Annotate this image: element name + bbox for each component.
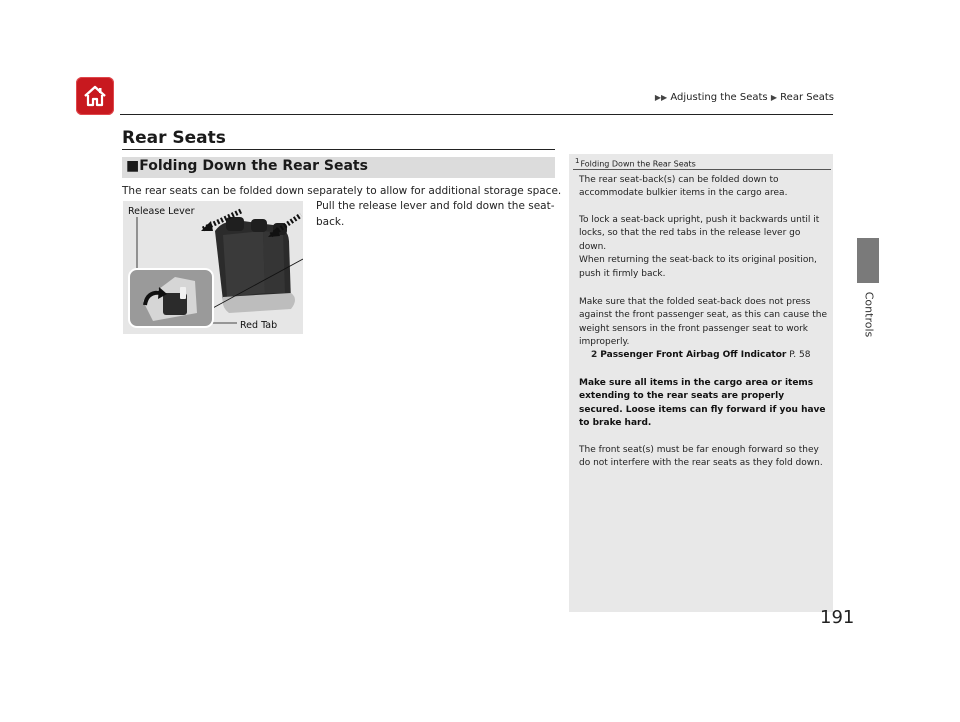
note-paragraph: To lock a seat-back upright, push it backwards until it locks, so that the red tabs in the release lever go down. When returning the seat-back to its original position, push it firmly back. (579, 215, 820, 279)
release-lever-label: Release Lever (128, 206, 195, 217)
breadcrumb-arrow-icon: ▶ (770, 93, 777, 102)
page-title: Rear Seats (122, 128, 226, 148)
rear-seat-illustration (123, 201, 303, 334)
note-paragraph: The rear seat-back(s) can be folded down to accommodate bulkier items in the cargo area. (579, 175, 788, 199)
section-bullet-icon: ■ (126, 158, 140, 174)
section-tab-label: Controls (862, 291, 876, 338)
title-divider (122, 149, 555, 150)
header-divider (120, 114, 833, 115)
breadcrumb-arrow-icon: ▶▶ (654, 93, 668, 102)
rear-seat-drawing (123, 201, 303, 334)
page-number: 191 (820, 607, 855, 628)
cross-reference-icon: 2 (591, 350, 598, 360)
note-paragraph: The front seat(s) must be far enough forward so they do not interfere with the rear seats as they fold down. (579, 445, 823, 469)
breadcrumb-item[interactable]: Adjusting the Seats (670, 92, 768, 103)
warning-text: Make sure all items in the cargo area or items extending to the rear seats are properly secured. Loose items can fly forward if you have to brake hard. (579, 378, 826, 429)
cross-reference-link[interactable]: 2 Passenger Front Airbag Off Indicator P. 58 (591, 350, 811, 360)
red-tab-label: Red Tab (240, 320, 278, 331)
section-heading: ■Folding Down the Rear Seats (126, 158, 368, 174)
instruction-text: Pull the release lever and fold down the seat-back. (316, 200, 555, 228)
note-ref-number: 1 (575, 157, 580, 165)
note-paragraph: Make sure that the folded seat-back does not press against the front passenger seat, as this can cause the weight sensors in the front passenger seat to work improperly. (579, 297, 827, 348)
home-button[interactable] (76, 77, 114, 115)
note-divider (573, 169, 831, 170)
home-icon (81, 82, 109, 110)
intro-text: The rear seats can be folded down separately to allow for additional storage space. (122, 185, 562, 197)
breadcrumb-item[interactable]: Rear Seats (780, 92, 834, 103)
section-tab-marker (857, 238, 879, 283)
breadcrumb (600, 92, 834, 103)
note-title: 1Folding Down the Rear Seats (575, 157, 696, 169)
